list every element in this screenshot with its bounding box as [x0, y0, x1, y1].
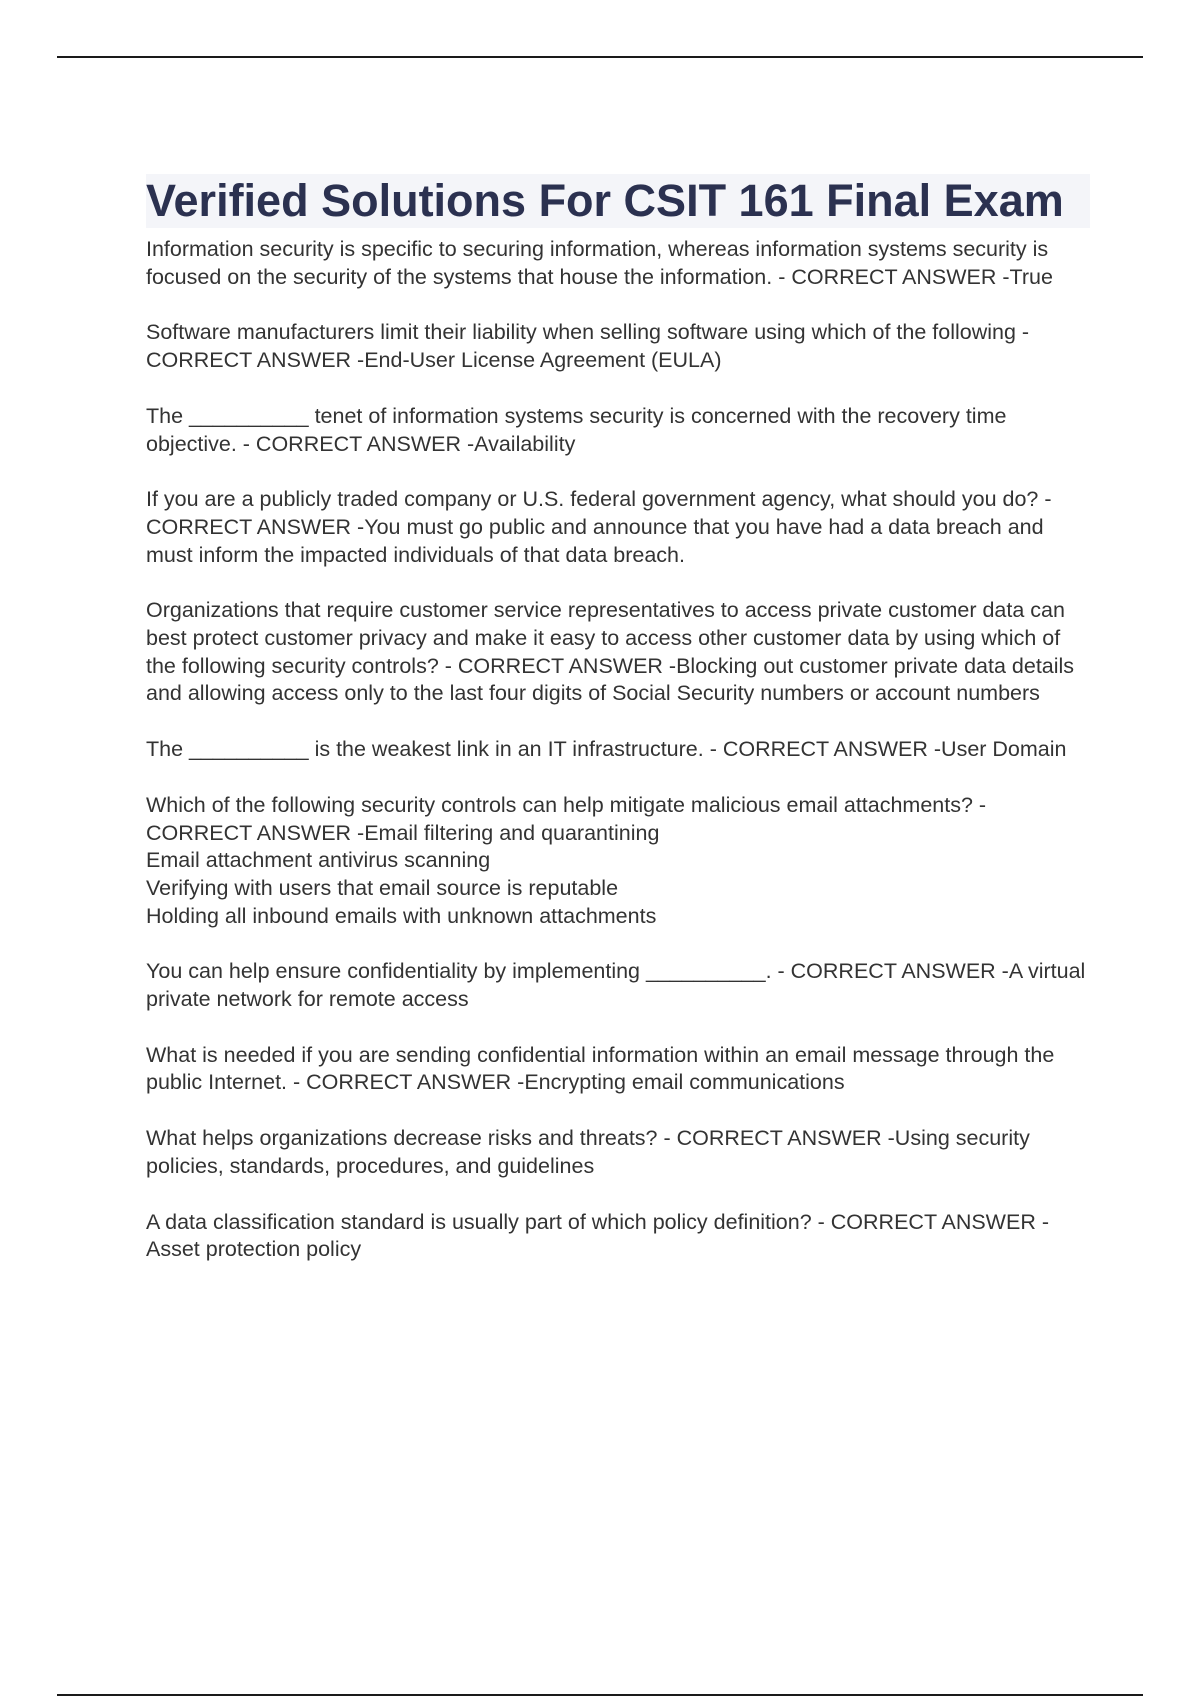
bottom-rule	[57, 1694, 1143, 1696]
qa-item: What is needed if you are sending confidential information within an email message through the public Internet. - CORRECT ANSWER -Encrypting email communications	[146, 1042, 1055, 1095]
qa-item: Organizations that require customer service representatives to access private customer data can best protect customer privacy and make it easy to access other customer data by using which of the following security controls? - CORRECT ANSWER -Blocking out customer private data details and allowing access only to the last four digits of Social Security numbers or account numbers	[146, 598, 1075, 706]
qa-item: What helps organizations decrease risks and threats? - CORRECT ANSWER -Using security policies, standards, procedures, and guidelines	[146, 1126, 1030, 1178]
top-rule	[57, 56, 1143, 58]
qa-item: If you are a publicly traded company or U.S. federal government agency, what should you do? - CORRECT ANSWER -You must go public and announce that you have had a data breach and must inform the impacted individuals of that data breach.	[146, 487, 1052, 567]
qa-item: A data classification standard is usually part of which policy definition? - CORRECT ANSWER -Asset protection policy	[146, 1209, 1049, 1262]
qa-item: Information security is specific to securing information, whereas information systems security is focused on the security of the systems that house the information. - CORRECT ANSWER -True	[146, 237, 1053, 289]
qa-item: You can help ensure confidentiality by implementing __________. - CORRECT ANSWER -A virtual private network for remote access	[146, 959, 1086, 1012]
qa-item: The __________ tenet of information systems security is concerned with the recovery time objective. - CORRECT ANSWER -Availability	[146, 403, 1007, 456]
qa-item: Software manufacturers limit their liability when selling software using which of the following - CORRECT ANSWER -End-User License Agreement (EULA)	[146, 320, 1030, 373]
qa-list	[146, 236, 1090, 1264]
document-body	[146, 174, 1090, 1292]
document-title: Verified Solutions For CSIT 161 Final Exam	[146, 174, 1090, 228]
qa-item: The __________ is the weakest link in an IT infrastructure. - CORRECT ANSWER -User Domain	[146, 737, 1067, 762]
qa-item: Which of the following security controls can help mitigate malicious email attachments? - CORRECT ANSWER -Email filtering and quarantining Email attachment antivirus scanning Verifying with users that email source is reputable Holding all inbound emails with unknown attachments	[146, 792, 987, 928]
